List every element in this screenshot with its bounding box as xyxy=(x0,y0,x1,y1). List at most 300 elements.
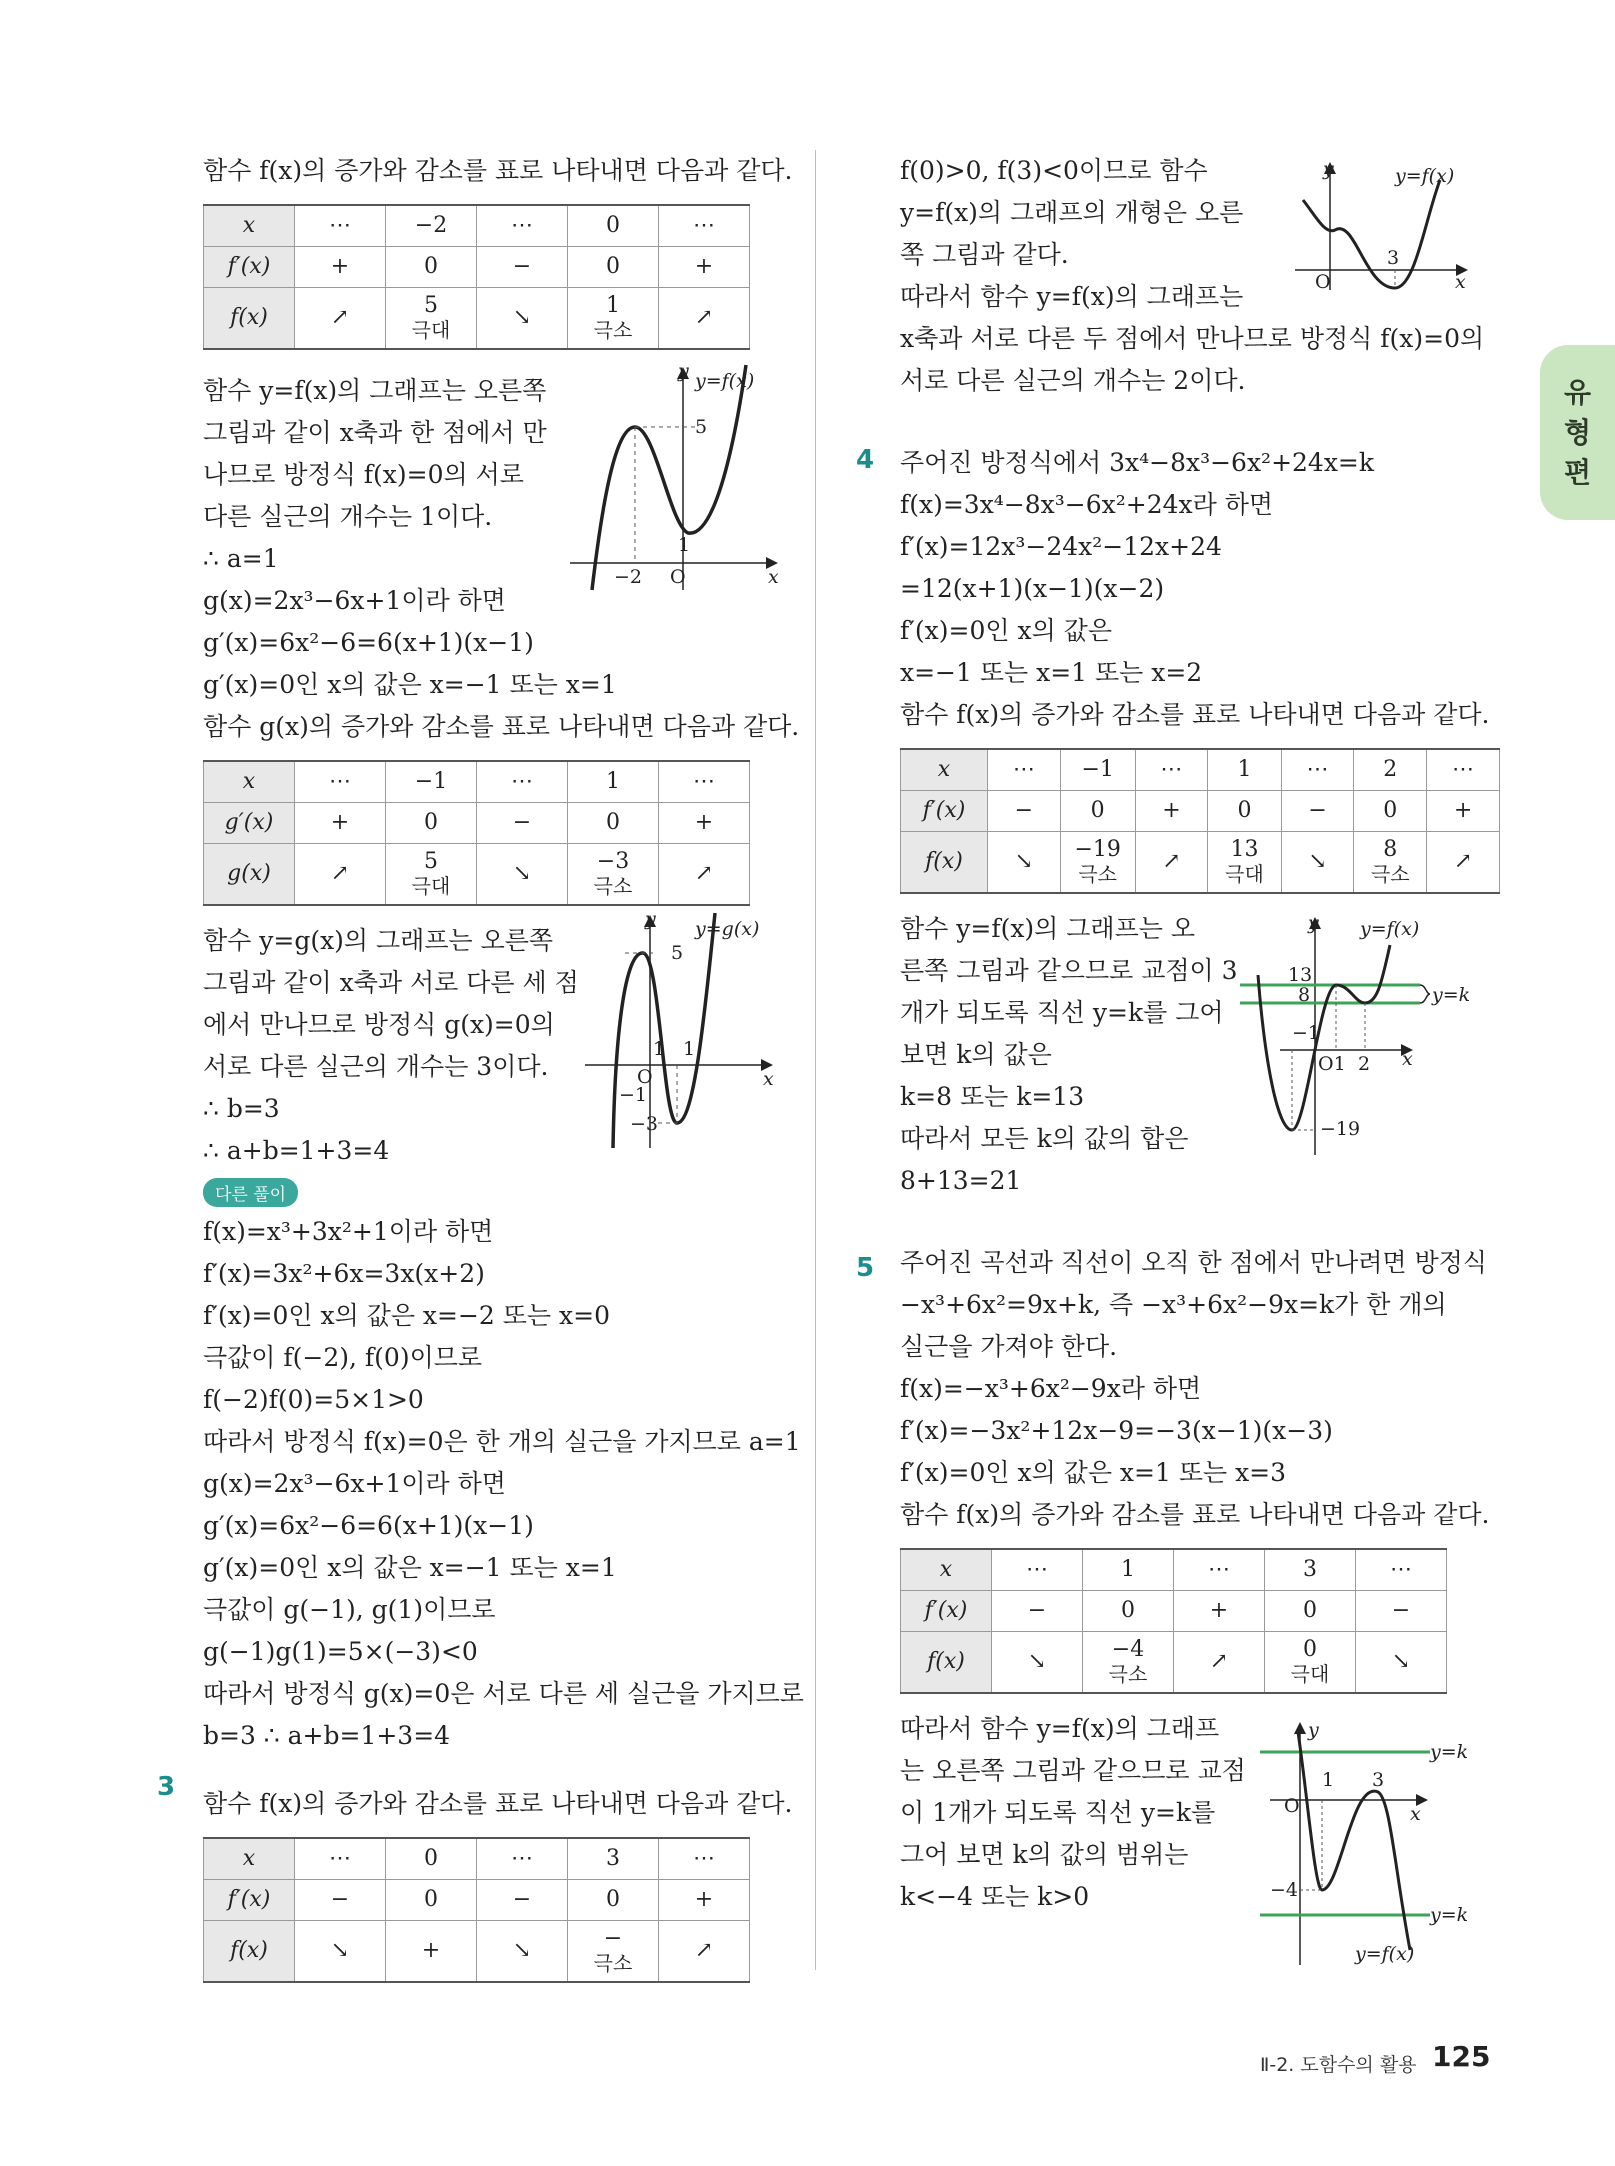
table-cell xyxy=(1281,749,1354,791)
cell-value: + xyxy=(1453,798,1473,823)
table-cell xyxy=(901,1632,992,1694)
cell-value: 1 xyxy=(1121,1557,1135,1582)
cell-value: f(x) xyxy=(927,1649,965,1674)
cell-value: ↗ xyxy=(694,305,714,330)
page-number: 125 xyxy=(1432,2040,1491,2073)
cell-value: 0 xyxy=(606,213,620,238)
table-cell xyxy=(204,205,295,247)
text-line: 보면 k의 값은 xyxy=(900,1040,1052,1069)
text-line: 쪽 그림과 같다. xyxy=(900,240,1069,269)
extremum-label: 극소 xyxy=(1108,1662,1148,1686)
table-row xyxy=(204,844,750,906)
table-row xyxy=(204,1880,750,1921)
graph1-origin: O xyxy=(670,566,686,588)
graph-4 xyxy=(1240,912,1490,1160)
graph5-tick1: 1 xyxy=(1322,1769,1335,1791)
table-row xyxy=(204,205,750,247)
table-cell xyxy=(659,247,750,288)
cell-value: ↗ xyxy=(330,305,350,330)
text-line: ∴ a=1 xyxy=(203,544,279,573)
table-cell xyxy=(568,1838,659,1880)
cell-value: 0 xyxy=(424,1887,438,1912)
graph2-tick5: 5 xyxy=(671,942,684,964)
table-cell xyxy=(987,749,1060,791)
cell-value: ⋯ xyxy=(1160,757,1183,782)
text-line: g(−1)g(1)=5×(−3)<0 xyxy=(203,1637,478,1666)
table-cell xyxy=(386,288,477,350)
graph5-ylabel: y xyxy=(1308,1719,1319,1741)
table-cell xyxy=(568,247,659,288)
graph4-curve-label: y=f(x) xyxy=(1360,918,1420,940)
table-cell xyxy=(204,844,295,906)
table-cell xyxy=(204,803,295,844)
cell-value: − xyxy=(512,1887,532,1912)
cell-value: 3 xyxy=(1303,1557,1317,1582)
cell-value: ⋯ xyxy=(693,1846,715,1871)
table-cell xyxy=(477,205,568,247)
table-row xyxy=(204,1921,750,1983)
cell-value: −1 xyxy=(1081,757,1114,782)
table-cell xyxy=(477,761,568,803)
text-line: 따라서 함수 y=f(x)의 그래프는 xyxy=(900,282,1244,311)
variation-table-4 xyxy=(900,748,1500,894)
text-line: ∴ a+b=1+3=4 xyxy=(203,1136,390,1165)
cell-value: − xyxy=(512,254,532,279)
table-cell xyxy=(477,288,568,350)
extremum-label: 극대 xyxy=(1225,862,1264,886)
table-cell xyxy=(386,1838,477,1880)
table-cell xyxy=(1354,749,1427,791)
table-cell xyxy=(1083,1632,1174,1694)
table-cell xyxy=(204,1880,295,1921)
graph1-ylabel: y xyxy=(678,360,689,382)
cell-value: ↘ xyxy=(1027,1649,1047,1674)
cell-value: + xyxy=(330,810,350,835)
table-row xyxy=(901,832,1500,894)
cell-value: ↘ xyxy=(1014,849,1034,874)
cell-value: ⋯ xyxy=(1452,757,1475,782)
cell-value: 0 xyxy=(1383,798,1398,823)
table-cell xyxy=(1427,832,1500,894)
table-row xyxy=(204,1838,750,1880)
table-cell xyxy=(1354,832,1427,894)
graph4-tick2x: 2 xyxy=(1358,1053,1371,1075)
text-line: g(x)=2x³−6x+1이라 하면 xyxy=(203,1469,506,1498)
table-cell xyxy=(386,1880,477,1921)
text-line: f(−2)f(0)=5×1>0 xyxy=(203,1385,424,1414)
text-line: g′(x)=6x²−6=6(x+1)(x−1) xyxy=(203,1511,534,1540)
text-line: 8+13=21 xyxy=(900,1166,1022,1195)
graph4-tick8: 8 xyxy=(1298,984,1311,1006)
text-line: y=f(x)의 그래프의 개형은 오른 xyxy=(900,198,1244,227)
table-cell xyxy=(659,1880,750,1921)
text-line: f′(x)=0인 x의 값은 x=−2 또는 x=0 xyxy=(203,1301,610,1330)
cell-value: − xyxy=(512,810,532,835)
table-row xyxy=(901,1549,1447,1591)
cell-value: x xyxy=(937,757,951,782)
intro-text: 함수 f(x)의 증가와 감소를 표로 나타내면 다음과 같다. xyxy=(203,156,793,185)
text-line: 극값이 f(−2), f(0)이므로 xyxy=(203,1343,483,1372)
table-cell xyxy=(659,761,750,803)
text-line: 함수 f(x)의 증가와 감소를 표로 나타내면 다음과 같다. xyxy=(900,1500,1490,1529)
cell-value: ⋯ xyxy=(329,1846,351,1871)
p3-intro: 함수 f(x)의 증가와 감소를 표로 나타내면 다음과 같다. xyxy=(203,1789,793,1818)
table-cell xyxy=(477,803,568,844)
graph-5 xyxy=(1260,1720,1500,1970)
text-line: 개가 되도록 직선 y=k를 그어 xyxy=(900,998,1224,1027)
cell-value: 0 xyxy=(1090,798,1105,823)
text-line: 에서 만나므로 방정식 g(x)=0의 xyxy=(203,1010,555,1039)
cell-value: ⋯ xyxy=(511,769,533,794)
tab-char-3: 편 xyxy=(1563,455,1592,489)
cell-value: 1 xyxy=(606,293,620,318)
graph4-xlabel: x xyxy=(1402,1048,1413,1070)
cell-value: f(x) xyxy=(925,849,963,874)
cell-value: g(x) xyxy=(227,861,271,886)
variation-table-2 xyxy=(203,760,750,906)
cell-value: − xyxy=(1014,798,1034,823)
cell-value: g′(x) xyxy=(224,810,274,835)
cell-value: −3 xyxy=(596,849,630,874)
graph3-tick3: 3 xyxy=(1387,247,1400,269)
cell-value: 0 xyxy=(606,1887,620,1912)
text-line: f′(x)=3x²+6x=3x(x+2) xyxy=(203,1259,485,1288)
text-line: f(0)>0, f(3)<0이므로 함수 xyxy=(900,156,1208,185)
table-cell xyxy=(1174,1632,1265,1694)
table-cell xyxy=(992,1632,1083,1694)
table-cell xyxy=(568,761,659,803)
cell-value: + xyxy=(1209,1598,1229,1623)
variation-table-1 xyxy=(203,204,750,350)
footer-chapter: Ⅱ-2. 도함수의 활용 xyxy=(1260,2054,1417,2076)
graph1-tick5: 5 xyxy=(695,416,708,438)
cell-value: x xyxy=(242,213,256,238)
cell-value: ⋯ xyxy=(511,213,533,238)
cell-value: 0 xyxy=(1121,1598,1135,1623)
table-cell xyxy=(1427,749,1500,791)
text-line: f(x)=−x³+6x²−9x라 하면 xyxy=(900,1374,1202,1403)
text-line: 따라서 함수 y=f(x)의 그래프 xyxy=(900,1714,1220,1743)
table-cell xyxy=(1281,791,1354,832)
cell-value: 0 xyxy=(424,810,438,835)
text-line: 함수 f(x)의 증가와 감소를 표로 나타내면 다음과 같다. xyxy=(900,700,1490,729)
cell-value: + xyxy=(1162,798,1181,823)
table-cell xyxy=(568,803,659,844)
table-row xyxy=(901,791,1500,832)
text-line: 함수 y=f(x)의 그래프는 오 xyxy=(900,914,1195,943)
text-line: 함수 y=g(x)의 그래프는 오른쪽 xyxy=(203,926,554,955)
cell-value: ⋯ xyxy=(329,769,351,794)
cell-value: 0 xyxy=(1237,798,1252,823)
cell-value: + xyxy=(330,254,350,279)
text-line: 주어진 곡선과 직선이 오직 한 점에서 만나려면 방정식 xyxy=(900,1248,1487,1277)
table-cell xyxy=(1174,1549,1265,1591)
cell-value: 0 xyxy=(606,254,620,279)
text-line: 따라서 방정식 f(x)=0은 한 개의 실근을 가지므로 a=1 xyxy=(203,1427,801,1456)
table-cell xyxy=(901,749,988,791)
cell-value: −2 xyxy=(414,213,448,238)
column-divider xyxy=(815,150,816,1970)
cell-value: ↗ xyxy=(1453,849,1473,874)
table-cell xyxy=(295,1880,386,1921)
text-line: f′(x)=0인 x의 값은 xyxy=(900,616,1112,645)
table-cell xyxy=(901,1549,992,1591)
p5-text xyxy=(900,1242,1500,1536)
text-line: 따라서 모든 k의 값의 합은 xyxy=(900,1124,1189,1153)
cell-value: x xyxy=(242,769,256,794)
table-cell xyxy=(987,832,1060,894)
graph5-curve-label: y=f(x) xyxy=(1355,1943,1415,1965)
text-line: g′(x)=6x²−6=6(x+1)(x−1) xyxy=(203,628,534,657)
table-cell xyxy=(204,288,295,350)
graph2-tickm3: −3 xyxy=(630,1113,659,1135)
cell-value: ↗ xyxy=(694,861,714,886)
graph1-curve-label: y=f(x) xyxy=(695,370,755,392)
graph-2 xyxy=(585,908,785,1153)
cell-value: 1 xyxy=(1237,757,1252,782)
table-cell xyxy=(386,803,477,844)
cell-value: ↘ xyxy=(330,1938,350,1963)
table-cell xyxy=(295,205,386,247)
table-cell xyxy=(568,205,659,247)
cell-value: ⋯ xyxy=(1390,1557,1412,1582)
extremum-label: 극소 xyxy=(593,874,633,898)
graph2-curve-label: y=g(x) xyxy=(695,918,760,940)
text-line: g′(x)=0인 x의 값은 x=−1 또는 x=1 xyxy=(203,670,617,699)
table-cell xyxy=(568,1880,659,1921)
cell-value: −1 xyxy=(414,769,448,794)
table-cell xyxy=(477,1921,568,1983)
table-cell xyxy=(386,844,477,906)
cell-value: − xyxy=(330,1887,350,1912)
graph5-line-label-bot: y=k xyxy=(1430,1904,1469,1926)
graph4-tick1x: O1 xyxy=(1318,1053,1346,1075)
table-cell xyxy=(987,791,1060,832)
table-cell xyxy=(1281,832,1354,894)
table-cell xyxy=(659,803,750,844)
graph-1 xyxy=(570,360,790,595)
table-cell xyxy=(295,247,386,288)
table-cell xyxy=(386,761,477,803)
problem-number-3: 3 xyxy=(157,1772,176,1802)
cell-value: + xyxy=(694,810,714,835)
text-line: 그어 보면 k의 값의 범위는 xyxy=(900,1840,1189,1869)
text-line: f′(x)=12x³−24x²−12x+24 xyxy=(900,532,1222,561)
cell-value: 8 xyxy=(1383,837,1398,862)
text-line: 나므로 방정식 f(x)=0의 서로 xyxy=(203,460,524,489)
cell-value: ↘ xyxy=(512,305,532,330)
table-cell xyxy=(659,844,750,906)
text-line: 극값이 g(−1), g(1)이므로 xyxy=(203,1595,496,1624)
table-cell xyxy=(477,247,568,288)
text-line: b=3 ∴ a+b=1+3=4 xyxy=(203,1721,451,1750)
table-cell xyxy=(1135,749,1208,791)
cell-value: f(x) xyxy=(230,305,268,330)
cell-value: − xyxy=(603,1926,623,1951)
graph5-tick3: 3 xyxy=(1372,1769,1385,1791)
cell-value: ⋯ xyxy=(511,1846,533,1871)
extremum-label: 극소 xyxy=(593,318,633,342)
text-line: x축과 서로 다른 두 점에서 만나므로 방정식 f(x)=0의 xyxy=(900,324,1485,353)
text-line: 함수 y=f(x)의 그래프는 오른쪽 xyxy=(203,376,547,405)
cell-value: 0 xyxy=(1303,1637,1317,1662)
cell-value: 13 xyxy=(1230,837,1259,862)
alt-solution-tag: 다른 풀이 xyxy=(203,1178,298,1207)
table-cell xyxy=(1060,832,1135,894)
cell-value: f′(x) xyxy=(922,798,966,823)
table-cell xyxy=(1354,791,1427,832)
cell-value: ↘ xyxy=(1308,849,1327,874)
graph1-tickm2: −2 xyxy=(614,566,643,588)
cell-value: −4 xyxy=(1111,1637,1145,1662)
text-line: 이 1개가 되도록 직선 y=k를 xyxy=(900,1798,1216,1827)
graph2-tick1: 1 xyxy=(653,1038,666,1060)
table-row xyxy=(204,761,750,803)
graph2-origin: O xyxy=(637,1066,653,1088)
text-line: 서로 다른 실근의 개수는 3이다. xyxy=(203,1052,549,1081)
table-cell xyxy=(901,832,988,894)
cell-value: − xyxy=(1391,1598,1411,1623)
text-line: 서로 다른 실근의 개수는 2이다. xyxy=(900,366,1246,395)
cell-value: ↗ xyxy=(694,1938,714,1963)
table-row xyxy=(901,749,1500,791)
table-cell xyxy=(1427,791,1500,832)
text-line: 주어진 방정식에서 3x⁴−8x³−6x²+24x=k xyxy=(900,448,1375,477)
table-cell xyxy=(568,1921,659,1983)
text-line: 그림과 같이 x축과 한 점에서 만 xyxy=(203,418,547,447)
table-cell xyxy=(659,288,750,350)
table-cell xyxy=(1208,749,1281,791)
table-cell xyxy=(295,761,386,803)
graph4-tick13: 13 xyxy=(1288,964,1313,986)
table-row xyxy=(204,288,750,350)
cell-value: ⋯ xyxy=(693,769,715,794)
cell-value: ⋯ xyxy=(1306,757,1329,782)
cell-value: 0 xyxy=(1303,1598,1317,1623)
cell-value: f′(x) xyxy=(227,254,271,279)
table-cell xyxy=(477,1838,568,1880)
text-line: x=−1 또는 x=1 또는 x=2 xyxy=(900,658,1203,687)
text-line: ∴ b=3 xyxy=(203,1094,280,1123)
table-cell xyxy=(659,205,750,247)
table-row xyxy=(901,1591,1447,1632)
table-cell xyxy=(295,1921,386,1983)
text-line: =12(x+1)(x−1)(x−2) xyxy=(900,574,1165,603)
table-cell xyxy=(204,247,295,288)
cell-value: ↗ xyxy=(1209,1649,1229,1674)
table-row xyxy=(901,1632,1447,1694)
table-cell xyxy=(992,1591,1083,1632)
table-cell xyxy=(295,803,386,844)
graph5-line-label-top: y=k xyxy=(1430,1741,1469,1763)
section-tab xyxy=(1540,345,1615,520)
table-cell xyxy=(1060,749,1135,791)
table-cell xyxy=(659,1838,750,1880)
table-row xyxy=(204,247,750,288)
text-line: k=8 또는 k=13 xyxy=(900,1082,1085,1111)
extremum-label: 극대 xyxy=(411,874,451,898)
extremum-label: 극소 xyxy=(1078,862,1117,886)
table-cell xyxy=(1265,1549,1356,1591)
graph4-line-label: y=k xyxy=(1432,984,1471,1006)
table-cell xyxy=(386,247,477,288)
cell-value: x xyxy=(242,1846,256,1871)
table-cell xyxy=(1174,1591,1265,1632)
table-cell xyxy=(386,205,477,247)
graph5-tickm4: −4 xyxy=(1270,1879,1299,1901)
text-line: 따라서 방정식 g(x)=0은 서로 다른 세 실근을 가지므로 xyxy=(203,1679,804,1708)
table-cell xyxy=(992,1549,1083,1591)
cell-value: + xyxy=(694,254,714,279)
graph1-xlabel: x xyxy=(768,566,779,588)
text-line: g(x)=2x³−6x+1이라 하면 xyxy=(203,586,506,615)
cell-value: f′(x) xyxy=(227,1887,271,1912)
table-cell xyxy=(204,761,295,803)
cell-value: − xyxy=(1027,1598,1047,1623)
extremum-label: 극대 xyxy=(411,318,451,342)
cell-value: + xyxy=(694,1887,714,1912)
table-cell xyxy=(1356,1591,1447,1632)
alt-solution xyxy=(203,1211,804,1757)
cell-value: ⋯ xyxy=(1026,1557,1048,1582)
cell-value: 1 xyxy=(606,769,620,794)
table-row xyxy=(204,803,750,844)
graph2-ylabel: y xyxy=(645,908,656,930)
cell-value: x xyxy=(939,1557,953,1582)
cell-value: ⋯ xyxy=(329,213,351,238)
cell-value: f′(x) xyxy=(924,1598,968,1623)
table-cell xyxy=(1356,1632,1447,1694)
table-cell xyxy=(1083,1591,1174,1632)
cell-value: ↗ xyxy=(330,861,350,886)
table-cell xyxy=(1135,791,1208,832)
cell-value: ⋯ xyxy=(1012,757,1035,782)
cell-value: 5 xyxy=(424,849,438,874)
table-cell xyxy=(568,844,659,906)
table-cell xyxy=(1135,832,1208,894)
p4-text xyxy=(900,442,1500,736)
cell-value: 0 xyxy=(424,254,438,279)
table-cell xyxy=(1083,1549,1174,1591)
cell-value: ⋯ xyxy=(693,213,715,238)
table-cell xyxy=(386,1921,477,1983)
table-cell xyxy=(901,1591,992,1632)
cell-value: ↘ xyxy=(512,1938,532,1963)
table-cell xyxy=(901,791,988,832)
text-line: 는 오른쪽 그림과 같으므로 교점 xyxy=(900,1756,1246,1785)
cell-value: 0 xyxy=(606,810,620,835)
table-cell xyxy=(204,1838,295,1880)
graph-3 xyxy=(1295,160,1475,295)
text-line: f(x)=3x⁴−8x³−6x²+24x라 하면 xyxy=(900,490,1274,519)
text-line: f(x)=x³+3x²+1이라 하면 xyxy=(203,1217,494,1246)
text-line: 른쪽 그림과 같으므로 교점이 3 xyxy=(900,956,1238,985)
text-line: 함수 g(x)의 증가와 감소를 표로 나타내면 다음과 같다. xyxy=(203,712,800,741)
graph5-origin: O xyxy=(1284,1795,1300,1817)
cell-value: ⋯ xyxy=(1208,1557,1230,1582)
cell-value: ↘ xyxy=(1391,1649,1411,1674)
graph3-ylabel: y xyxy=(1323,158,1334,180)
table-cell xyxy=(204,1921,295,1983)
text-line: k<−4 또는 k>0 xyxy=(900,1882,1090,1911)
cell-value: f(x) xyxy=(230,1938,268,1963)
graph2-tick1x: 1 xyxy=(683,1038,696,1060)
para-1 xyxy=(203,370,800,748)
text-line: 그림과 같이 x축과 서로 다른 세 점 xyxy=(203,968,579,997)
graph3-origin: O xyxy=(1315,271,1331,293)
table-cell xyxy=(1265,1591,1356,1632)
cell-value: 3 xyxy=(606,1846,620,1871)
